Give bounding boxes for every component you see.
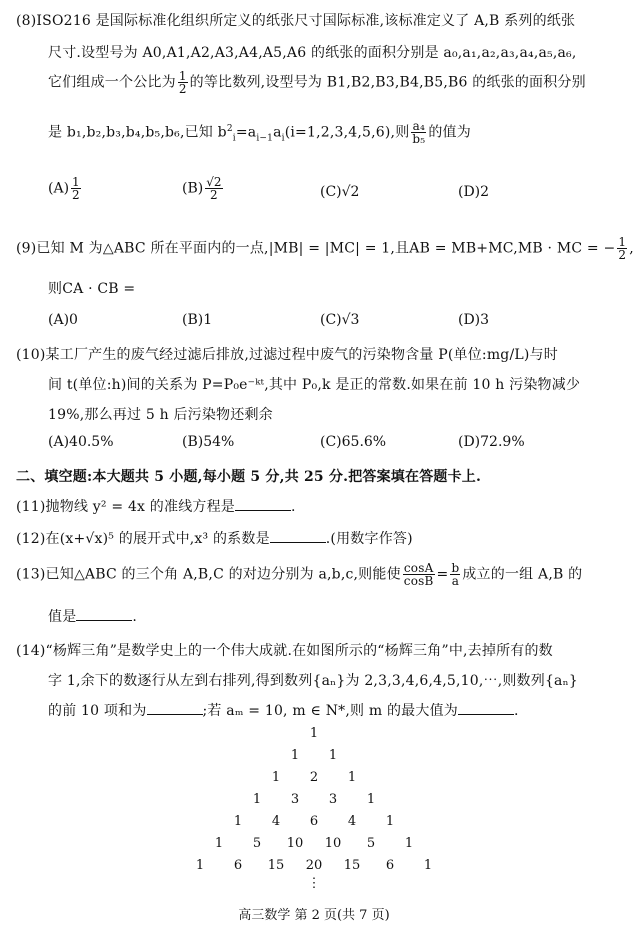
q14-line3-b: ;若 aₘ = 10, m ∈ N*,则 m 的最大值为	[202, 703, 458, 719]
q9-line1-end: ,	[629, 240, 634, 257]
q14-line3-c: .	[513, 703, 519, 719]
q8-line3-text-b: 的等比数列,设型号为 B1,B2,B3,B4,B5,B6 的纸张的面积分别	[189, 74, 586, 91]
triangle-number: 1	[195, 858, 205, 873]
q8-option-b[interactable]: (B) $\frac{√2}{2}$	[182, 175, 222, 202]
triangle-number: 6	[385, 858, 395, 873]
q14-answer-blank-2[interactable]	[458, 702, 514, 715]
triangle-number: 1	[271, 770, 281, 785]
triangle-number: 4	[347, 814, 357, 829]
q11-answer-blank[interactable]	[235, 498, 291, 511]
q8-line1: (8)ISO216 是国际标准化组织所定义的纸张尺寸国际标准,该标准定义了 A,B 系列的纸张	[16, 13, 576, 29]
q14-answer-blank-1[interactable]	[147, 702, 203, 715]
triangle-number: 1	[347, 770, 357, 785]
q10-option-a[interactable]: (A)40.5%	[48, 434, 114, 450]
q8-option-d[interactable]: (D)2	[458, 184, 490, 200]
q8-line4-a: 是 b₁,b₂,b₃,b₄,b₅,b₆,已知 b	[48, 124, 227, 141]
q12-text: (12)在(x+√x)⁵ 的展开式中,x³ 的系数是	[16, 531, 270, 547]
q9-half-fraction: $\frac{1}{2}$	[618, 235, 627, 262]
triangle-number: 4	[271, 814, 281, 829]
triangle-number: 6	[309, 814, 319, 829]
triangle-number: 3	[290, 792, 300, 807]
triangle-number: 5	[366, 836, 376, 851]
q9-line2: 则CA · CB =	[48, 281, 136, 297]
triangle-number: 15	[267, 858, 285, 873]
q8-half-fraction: $\frac{1}{2}$	[178, 69, 187, 96]
q12-line	[16, 528, 413, 548]
triangle-number: 1	[328, 748, 338, 763]
q8-line4-e: 的值为	[428, 124, 471, 141]
q8-line4-d: (i=1,2,3,4,5,6),则	[284, 124, 410, 141]
q14-line3-a: 的前 10 项和为	[48, 703, 147, 719]
q9-option-a[interactable]: (A)0	[48, 312, 78, 328]
triangle-number: 1	[423, 858, 433, 873]
q13-equals: =	[436, 566, 449, 583]
q8-line4-c: a	[273, 124, 282, 141]
q10-line1: (10)某工厂产生的废气经过滤后排放,过滤过程中废气的污染物含量 P(单位:mg/L)与时	[16, 347, 558, 363]
yanghui-triangle	[180, 726, 460, 896]
q12-answer-blank[interactable]	[270, 530, 326, 543]
q11-line	[16, 496, 296, 516]
q9-option-d[interactable]: (D)3	[458, 312, 490, 328]
triangle-number: 1	[404, 836, 414, 851]
triangle-number: 3	[328, 792, 338, 807]
q8-line4-b: =a	[235, 124, 257, 141]
q11-end: .	[291, 499, 296, 515]
q9-line1-text: (9)已知 M 为△ABC 所在平面内的一点,|MB| = |MC| = 1,且AB = MB+MC,MB · MC = −	[16, 240, 616, 257]
q8-option-a[interactable]: (A) $\frac{1}{2}$	[48, 175, 80, 202]
triangle-number: 20	[305, 858, 323, 873]
q13-b-a-fraction: $\frac{b}{a}$	[451, 561, 460, 588]
q13-text-b: 成立的一组 A,B 的	[462, 566, 583, 583]
q13-cos-fraction: $\frac{\cos A}{\cos B}$	[403, 561, 434, 588]
q10-line3: 19%,那么再过 5 h 后污染物还剩余	[48, 407, 273, 423]
q12-end: .(用数字作答)	[325, 531, 413, 547]
q10-line2: 间 t(单位:h)间的关系为 P=P₀e⁻ᵏᵗ,其中 P₀,k 是正的常数.如果在前 10 h 污染物减少	[48, 377, 581, 393]
triangle-number: 10	[286, 836, 304, 851]
q14-line2: 字 1,余下的数逐行从左到右排列,得到数列{aₙ}为 2,3,3,4,6,4,5,10,⋯,则数列{aₙ}	[48, 673, 578, 689]
triangle-number: 1	[309, 726, 319, 741]
q8-line3-text-a: 它们组成一个公比为	[48, 74, 176, 91]
q8-option-c[interactable]: (C)√2	[320, 184, 360, 200]
triangle-number: 1	[366, 792, 376, 807]
q13-text-a: (13)已知△ABC 的三个角 A,B,C 的对边分别为 a,b,c,则能使	[16, 566, 401, 583]
triangle-number: 1	[214, 836, 224, 851]
page-footer: 高三数学 第 2 页(共 7 页)	[238, 908, 390, 923]
triangle-number: 5	[252, 836, 262, 851]
triangle-number: 1	[233, 814, 243, 829]
q8-line4: 是 b₁,b₂,b₃,b₄,b₅,b₆,已知 $b^2_i=a_{i-1}a_i(i=1,2,3,4,5,6)$,则 $\frac{\text{a₄}}{\text{b₅}}$ 的值为	[48, 119, 471, 146]
q14-line1: (14)“杨辉三角”是数学史上的一个伟大成就.在如图所示的“杨辉三角”中,去掉所有的数	[16, 643, 553, 659]
triangle-continuation-dots: ⋮	[307, 876, 321, 891]
q8-a4-b5-fraction: $\frac{\text{a₄}}{\text{b₅}}$	[412, 119, 426, 146]
q13-line2	[48, 606, 137, 626]
q10-option-c[interactable]: (C)65.6%	[320, 434, 387, 450]
q11-text: (11)抛物线 y² = 4x 的准线方程是	[16, 499, 235, 515]
triangle-number: 1	[385, 814, 395, 829]
triangle-number: 6	[233, 858, 243, 873]
q13-line2-end: .	[132, 609, 138, 625]
q13-line2-text: 值是	[48, 609, 77, 625]
triangle-number: 1	[252, 792, 262, 807]
q9-option-b[interactable]: (B)1	[182, 312, 213, 328]
q10-option-d[interactable]: (D)72.9%	[458, 434, 525, 450]
q8-line2: 尺寸.设型号为 A0,A1,A2,A3,A4,A5,A6 的纸张的面积分别是 a₀,a₁,a₂,a₃,a₄,a₅,a₆,	[48, 45, 577, 61]
q9-option-c[interactable]: (C)√3	[320, 312, 360, 328]
triangle-number: 1	[290, 748, 300, 763]
q13-answer-blank[interactable]	[76, 608, 132, 621]
q13-line1	[16, 562, 582, 587]
triangle-number: 2	[309, 770, 319, 785]
section2-heading: 二、填空题:本大题共 5 小题,每小题 5 分,共 25 分.把答案填在答题卡上.	[16, 469, 482, 485]
triangle-number: 10	[324, 836, 342, 851]
q14-line3	[48, 700, 519, 720]
triangle-number: 15	[343, 858, 361, 873]
q8-line3	[48, 70, 586, 95]
q9-line1	[16, 236, 634, 261]
q10-option-b[interactable]: (B)54%	[182, 434, 235, 450]
